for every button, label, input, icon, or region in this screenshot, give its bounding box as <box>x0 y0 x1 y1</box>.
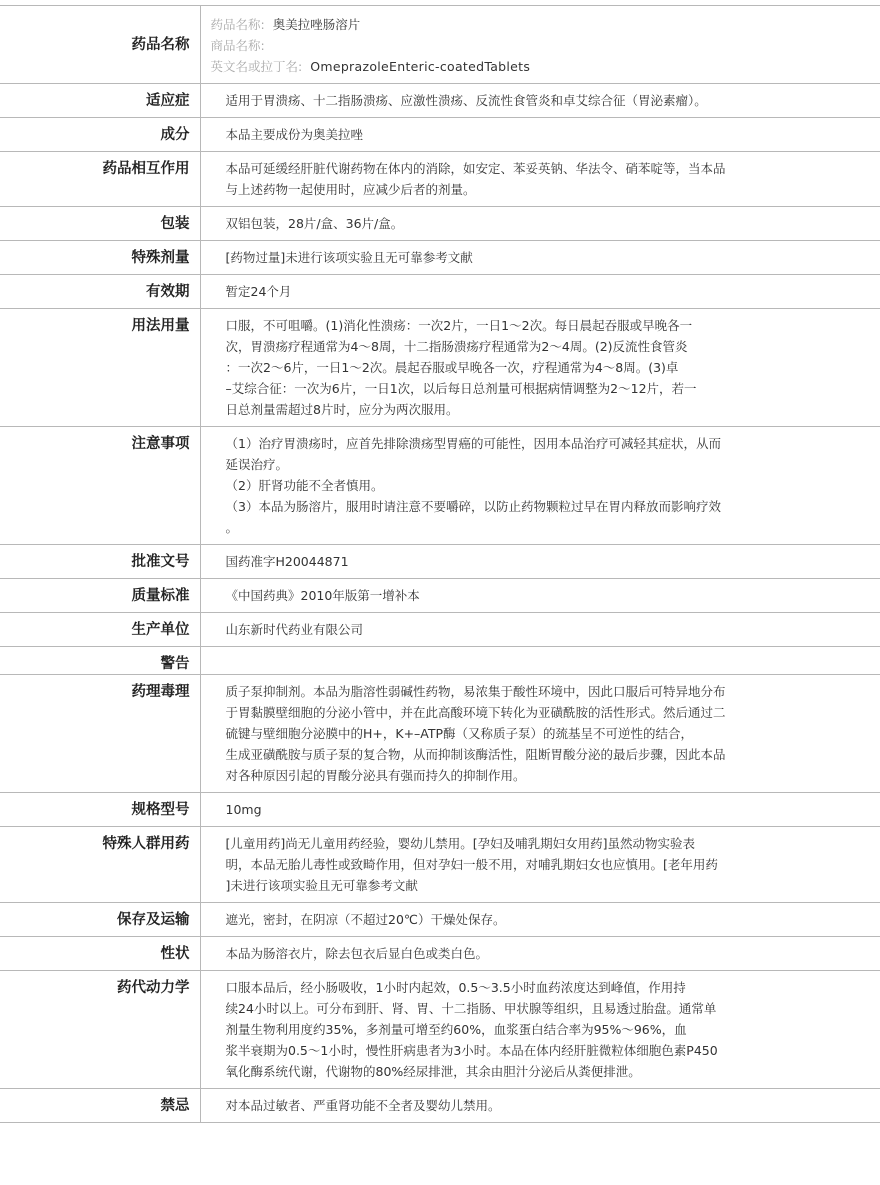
row-value <box>200 937 880 971</box>
value-line: 对本品过敏者、严重肾功能不全者及婴幼儿禁用。 <box>225 1098 501 1113</box>
row-pharmacology <box>0 675 880 793</box>
value-line: 双铝包装，28片/盒、36片/盒。 <box>225 216 404 231</box>
row-value <box>200 309 880 427</box>
drug-spec-table <box>0 5 880 1123</box>
row-value <box>200 427 880 545</box>
value-line: –艾综合征：一次为6片，一日1次，以后每日总剂量可根据病情调整为2～12片，若一 <box>225 381 697 396</box>
row-ingredients <box>0 118 880 152</box>
trade-name-line <box>211 35 791 56</box>
value-line: 口服，不可咀嚼。(1)消化性溃疡：一次2片，一日1～2次。每日晨起吞服或早晚各一 <box>225 318 693 333</box>
generic-name-key: 药品名称: <box>210 17 265 32</box>
value-line: 国药准字H20044871 <box>225 554 349 569</box>
row-precautions <box>0 427 880 545</box>
value-line: 本品主要成份为奥美拉唑 <box>225 127 364 142</box>
row-contraindications <box>0 1089 880 1123</box>
row-label: 成分 <box>0 118 200 152</box>
row-indications <box>0 84 880 118</box>
english-name-key: 英文名或拉丁名: <box>210 59 303 74</box>
value-line: [药物过量]未进行该项实验且无可靠参考文献 <box>225 250 473 265</box>
row-label: 警告 <box>0 647 200 675</box>
row-value <box>200 903 880 937</box>
row-label: 特殊剂量 <box>0 241 200 275</box>
value-line: 本品为肠溶衣片，除去包衣后显白色或类白色。 <box>225 946 489 961</box>
value-line: 山东新时代药业有限公司 <box>225 622 364 637</box>
value-line: 质子泵抑制剂。本品为脂溶性弱碱性药物，易浓集于酸性环境中，因此口服后可特异地分布 <box>225 684 726 699</box>
row-label: 药品名称 <box>0 6 200 84</box>
value-line: 于胃黏膜壁细胞的分泌小管中，并在此高酸环境下转化为亚磺酰胺的活性形式。然后通过二 <box>225 705 726 720</box>
row-appearance <box>0 937 880 971</box>
value-line: 生成亚磺酰胺与质子泵的复合物，从而抑制该酶活性，阻断胃酸分泌的最后步骤，因此本品 <box>225 747 726 762</box>
value-line: 氧化酶系统代谢，代谢物的80%经尿排泄，其余由胆汁分泌后从粪便排泄。 <box>225 1064 641 1079</box>
row-value <box>200 971 880 1089</box>
english-name-line <box>211 56 791 77</box>
value-line: 《中国药典》2010年版第一增补本 <box>225 588 420 603</box>
value-line: 10mg <box>225 802 262 817</box>
row-label: 包装 <box>0 207 200 241</box>
row-value <box>200 84 880 118</box>
row-label: 批准文号 <box>0 545 200 579</box>
row-validity <box>0 275 880 309</box>
row-label: 性状 <box>0 937 200 971</box>
row-value <box>200 1089 880 1123</box>
value-line: （1）治疗胃溃疡时，应首先排除溃疡型胃癌的可能性，因用本品治疗可减轻其症状，从而 <box>225 436 721 451</box>
value-line: ：一次2～6片，一日1～2次。晨起吞服或早晚各一次，疗程通常为4～8周。(3)卓 <box>225 360 679 375</box>
row-label: 禁忌 <box>0 1089 200 1123</box>
row-storage <box>0 903 880 937</box>
value-line: （2）肝肾功能不全者慎用。 <box>225 478 384 493</box>
row-label: 规格型号 <box>0 793 200 827</box>
row-value <box>200 827 880 903</box>
row-value <box>200 647 880 675</box>
row-value <box>200 118 880 152</box>
row-label: 适应症 <box>0 84 200 118</box>
row-specification <box>0 793 880 827</box>
value-line: （3）本品为肠溶片，服用时请注意不要嚼碎，以防止药物颗粒过早在胃内释放而影响疗效 <box>225 499 721 514</box>
row-label: 特殊人群用药 <box>0 827 200 903</box>
row-value <box>200 207 880 241</box>
generic-name-value: 奥美拉唑肠溶片 <box>272 17 361 32</box>
row-value <box>200 275 880 309</box>
row-quality-standard <box>0 579 880 613</box>
row-drug-name <box>0 6 880 84</box>
value-line: 浆半衰期为0.5～1小时，慢性肝病患者为3小时。本品在体内经肝脏微粒体细胞色素P450 <box>225 1043 718 1058</box>
value-line: 明，本品无胎儿毒性或致畸作用，但对孕妇一般不用，对哺乳期妇女也应慎用。[老年用药 <box>225 857 718 872</box>
value-line: 与上述药物一起使用时，应减少后者的剂量。 <box>225 182 476 197</box>
value-line: 。 <box>225 520 239 535</box>
drug-name-block <box>210 12 791 77</box>
row-value <box>200 6 880 84</box>
row-label: 药代动力学 <box>0 971 200 1089</box>
row-value <box>200 675 880 793</box>
row-interactions <box>0 152 880 207</box>
row-label: 药理毒理 <box>0 675 200 793</box>
row-label: 用法用量 <box>0 309 200 427</box>
row-value <box>200 152 880 207</box>
row-usage <box>0 309 880 427</box>
row-manufacturer <box>0 613 880 647</box>
row-label: 生产单位 <box>0 613 200 647</box>
value-line: 续24小时以上。可分布到肝、肾、胃、十二指肠、甲状腺等组织，且易透过胎盘。通常单 <box>225 1001 717 1016</box>
row-warning <box>0 647 880 675</box>
english-name-value: OmeprazoleEnteric-coatedTablets <box>310 59 531 74</box>
row-value <box>200 579 880 613</box>
row-label: 注意事项 <box>0 427 200 545</box>
value-line: 适用于胃溃疡、十二指肠溃疡、应激性溃疡、反流性食管炎和卓艾综合征（胃泌素瘤）。 <box>225 93 707 108</box>
value-line: 本品可延缓经肝脏代谢药物在体内的消除，如安定、苯妥英钠、华法令、硝苯啶等，当本品 <box>225 161 726 176</box>
value-line: 日总剂量需超过8片时，应分为两次服用。 <box>225 402 459 417</box>
row-value <box>200 793 880 827</box>
row-value <box>200 613 880 647</box>
value-line: 对各种原因引起的胃酸分泌具有强而持久的抑制作用。 <box>225 768 526 783</box>
generic-name-line <box>211 14 791 35</box>
row-label: 保存及运输 <box>0 903 200 937</box>
row-packaging <box>0 207 880 241</box>
value-line: 剂量生物利用度约35%，多剂量可增至约60%，血浆蛋白结合率为95%～96%，血 <box>225 1022 687 1037</box>
row-approval-number <box>0 545 880 579</box>
row-value <box>200 241 880 275</box>
value-line: 口服本品后，经小肠吸收，1小时内起效，0.5～3.5小时血药浓度达到峰值，作用持 <box>225 980 686 995</box>
row-special-dosage <box>0 241 880 275</box>
value-line: [儿童用药]尚无儿童用药经验，婴幼儿禁用。[孕妇及哺乳期妇女用药]虽然动物实验表 <box>225 836 696 851</box>
row-label: 药品相互作用 <box>0 152 200 207</box>
value-line: 延误治疗。 <box>225 457 289 472</box>
value-line: 遮光，密封，在阴凉（不超过20℃）干燥处保存。 <box>225 912 506 927</box>
value-line: 暂定24个月 <box>225 284 292 299</box>
row-label: 有效期 <box>0 275 200 309</box>
value-line: 次，胃溃疡疗程通常为4～8周，十二指肠溃疡疗程通常为2～4周。(2)反流性食管炎 <box>225 339 688 354</box>
row-pharmacokinetics <box>0 971 880 1089</box>
value-line: 硫键与壁细胞分泌膜中的H+，K+–ATP酶（又称质子泵）的巯基呈不可逆性的结合， <box>225 726 694 741</box>
value-line: ]未进行该项实验且无可靠参考文献 <box>225 878 418 893</box>
row-value <box>200 545 880 579</box>
row-special-population <box>0 827 880 903</box>
trade-name-key: 商品名称: <box>210 38 265 53</box>
row-label: 质量标准 <box>0 579 200 613</box>
